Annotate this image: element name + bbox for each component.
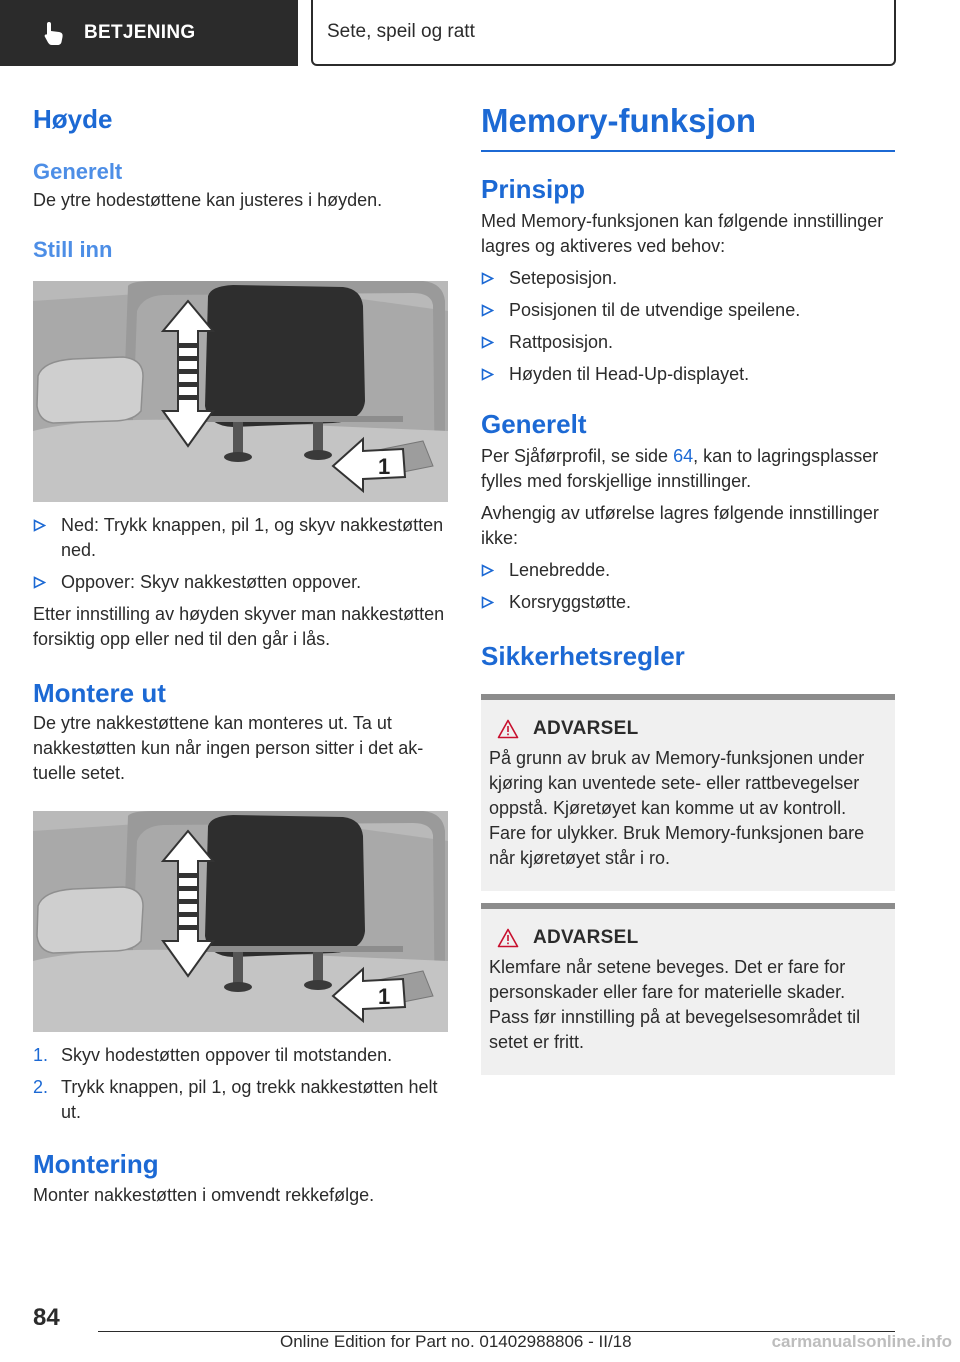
heading-generelt: Generelt [33, 159, 123, 184]
text-etter: Etter innstilling av høyden skyver man nakkestøtten forsiktig opp eller ned til den går i lås. [33, 604, 445, 649]
edition-text: Online Edition for Part no. 01402988806 - II/18 [280, 1332, 632, 1351]
breadcrumb [311, 0, 896, 66]
text-montere-ut: De ytre nakkestøttene kan monteres ut. Ta ut nakkestøtten kun når ingen person sitter i det aktuelle setet. [33, 713, 424, 783]
bullet-triangle-icon [481, 304, 494, 317]
warning-text: Klemfare når setene beveges. Det er fare for personskader eller fare for materielle skader. Pass før innstilling på at bevegelsesområdet til setet er fritt. [489, 957, 861, 1052]
watermark: carmanualsonline.info [771, 1332, 952, 1351]
warning-title: ADVARSEL [533, 718, 639, 739]
heading-generelt-right: Generelt [481, 409, 587, 439]
list-item: 2. Trykk knappen, pil 1, og trekk nakkestøtten helt ut. [33, 1077, 438, 1122]
list-item: Posisjonen til de utvendige speilene. [481, 298, 895, 323]
text-prinsipp: Med Memory-funksjonen kan følgende innstillinger lagres og aktiveres ved behov: [481, 211, 884, 256]
list-item: Oppover: Skyv nakkestøtten oppover. [33, 570, 448, 595]
bullet-triangle-icon [481, 564, 494, 577]
list-item: Rattposisjon. [481, 330, 895, 355]
bullet-triangle-icon [481, 368, 494, 381]
breadcrumb-text: Sete, speil og ratt [327, 21, 475, 42]
list-item: Korsryggstøtte. [481, 590, 895, 615]
pointing-hand-icon [40, 19, 68, 47]
heading-prinsipp: Prinsipp [481, 174, 586, 204]
figure-arrow-label: 1 [378, 454, 391, 479]
text-per-profil: Per Sjåførprofil, se side 64, kan to lagringsplasser fylles med forskjellige innstillinger. [481, 446, 879, 491]
page-number: 84 [33, 1304, 60, 1331]
page-link-64[interactable]: 64 [673, 446, 694, 466]
still-inn-list [33, 513, 448, 595]
list-item: Høyden til Head-Up-displayet. [481, 362, 895, 387]
warning-text: På grunn av bruk av Memory-funksjonen under kjøring kan uventede sete- eller rattbevegelser oppstå. Kjøretøyet kan komme ut av kontroll. Fare for ulykker. Bruk Memory-funksjonen bare når kjøretøyet står i ro. [489, 748, 865, 868]
text-generelt: De ytre hodestøttene kan justeres i høyden. [33, 190, 383, 210]
text-montering: Monter nakkestøtten i omvendt rekkefølge. [33, 1185, 375, 1205]
heading-montering: Montering [33, 1149, 159, 1179]
warning-box [481, 694, 895, 891]
heading-montere-ut: Montere ut [33, 678, 166, 708]
list-item: Seteposisjon. [481, 266, 895, 291]
bullet-triangle-icon [481, 596, 494, 609]
warning-triangle-icon [497, 719, 519, 739]
page-footer [0, 1296, 960, 1362]
list-item: 1. Skyv hodestøtten oppover til motstanden. [33, 1045, 393, 1065]
page-header [0, 0, 960, 66]
ikke-list [481, 558, 895, 615]
list-item: Ned: Trykk knappen, pil 1, og skyv nakkestøtten ned. [33, 513, 448, 563]
heading-memory: Memory-funksjon [481, 102, 895, 152]
headrest-figure-adjust [33, 281, 448, 502]
bullet-triangle-icon [481, 336, 494, 349]
warning-box [481, 903, 895, 1075]
warning-title: ADVARSEL [533, 927, 639, 948]
bullet-triangle-icon [481, 272, 494, 285]
headrest-figure-remove [33, 811, 448, 1032]
heading-hoyde: Høyde [33, 104, 113, 134]
right-column [481, 96, 895, 1075]
warning-header [497, 927, 887, 949]
left-column [33, 96, 448, 1208]
text-avhengig: Avhengig av utførelse lagres følgende innstillinger ikke: [481, 503, 879, 548]
bullet-triangle-icon [33, 576, 46, 589]
warning-header [497, 718, 887, 740]
prinsipp-list [481, 266, 895, 387]
montere-ut-steps [33, 1043, 448, 1125]
figure-arrow-label: 1 [378, 984, 391, 1009]
heading-sikkerhet: Sikkerhetsregler [481, 641, 685, 671]
list-item: Lenebredde. [481, 558, 895, 583]
warning-triangle-icon [497, 928, 519, 948]
heading-still-inn: Still inn [33, 237, 113, 262]
bullet-triangle-icon [33, 519, 46, 532]
section-label: BETJENING [84, 22, 196, 43]
section-tab[interactable] [0, 0, 298, 66]
